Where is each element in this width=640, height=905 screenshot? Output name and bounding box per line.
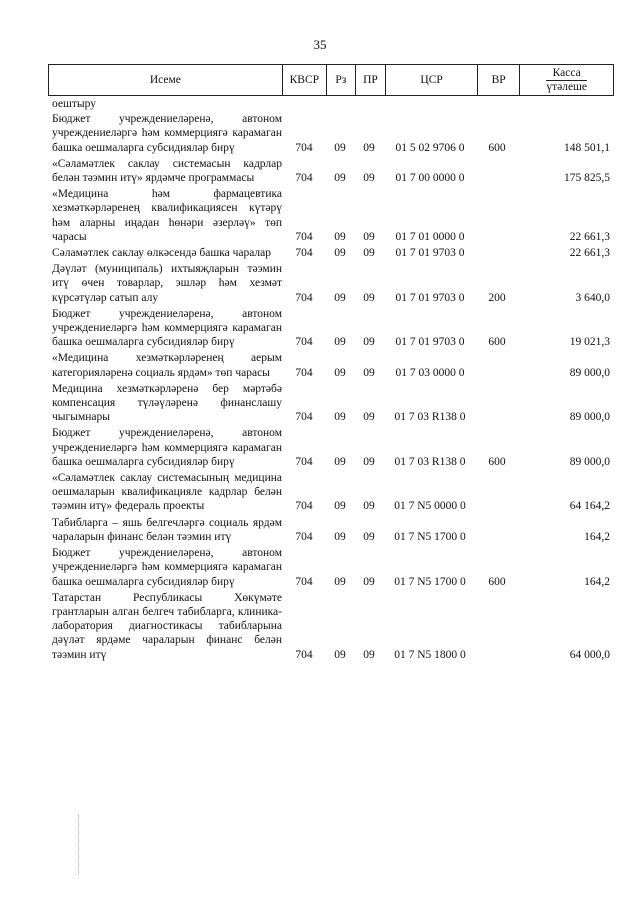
header-vr: ВР: [478, 65, 520, 95]
cell-sum: 22 661,3: [569, 230, 610, 243]
table-row: [48, 382, 614, 425]
table-header: [48, 64, 614, 96]
cell-name: Бюджет учреждениеләренә, автоном учреждениеләргә һәм коммерциягә карамаган башка оешмаларга субсидияләр бирү: [52, 427, 282, 468]
cell-name: Татарстан Республикасы Хөкүмәте грантларын алган белгеч табибларга, клиника-лаборатория диагностикасы табибларына дәүләт ярдәме чараларын финанс белән тәэмин итү: [52, 591, 282, 661]
cell-pr: 09: [363, 247, 375, 260]
cell-pr: 09: [363, 366, 375, 379]
table-row: [48, 546, 614, 589]
cell-kvsr: 704: [295, 230, 313, 243]
cell-sum: 3 640,0: [575, 291, 610, 304]
cell-sum: 64 164,2: [569, 500, 610, 513]
cell-name: «Сәламәтлек саклау системасының медицина оешмаларын квалификацияле кадрлар белән тәэмин итү» федераль проекты: [52, 472, 282, 513]
cell-csr: 01 7 01 9703 0: [395, 247, 465, 260]
cell-pr: 09: [363, 575, 375, 588]
cell-kvsr: 704: [295, 530, 313, 543]
cell-sum: 19 021,3: [569, 336, 610, 349]
table-row: [48, 307, 614, 350]
cell-rz: 09: [334, 247, 346, 260]
cell-name: Сәламәтлек саклау өлкәсендә башка чаралар: [52, 247, 272, 260]
page-number: 35: [313, 37, 327, 52]
cell-sum: 22 661,3: [569, 247, 610, 260]
cell-kvsr: 704: [295, 366, 313, 379]
cell-rz: 09: [334, 172, 346, 185]
cell-vr: 600: [488, 336, 506, 349]
cell-kvsr: 704: [295, 575, 313, 588]
cell-pr: 09: [363, 500, 375, 513]
cell-pr: 09: [363, 411, 375, 424]
cell-csr: 01 7 N5 1700 0: [394, 575, 466, 588]
budget-table: [48, 64, 614, 662]
table-row: [48, 262, 614, 305]
table-row: [48, 471, 614, 514]
cell-sum: 89 000,0: [569, 366, 610, 379]
cell-rz: 09: [334, 291, 346, 304]
cell-csr: 01 7 03 R138 0: [394, 455, 466, 468]
cell-csr: 01 7 03 0000 0: [395, 366, 465, 379]
margin-marks: [78, 815, 83, 875]
table-row: [48, 246, 614, 260]
cell-pr: 09: [363, 291, 375, 304]
cell-name: Табибларга – яшь белгечләргә социаль ярдәм чараларын финанс белән тәэмин итү: [52, 516, 282, 543]
header-name: Исеме: [49, 65, 283, 95]
cell-rz: 09: [334, 230, 346, 243]
cell-csr: 01 7 01 9703 0: [395, 336, 465, 349]
cell-name: Бюджет учреждениеләренә, автоном учреждениеләргә һәм коммерциягә карамаган башка оешмаларга субсидияләр бирү: [52, 307, 282, 349]
cell-csr: 01 5 02 9706 0: [395, 141, 465, 154]
cell-pr: 09: [363, 530, 375, 543]
table-row: [48, 112, 614, 155]
header-sum-line2: үтәлеше: [546, 80, 588, 93]
cell-name: Бюджет учреждениеләренә, автоном учреждениеләргә һәм коммерциягә карамаган башка оешмаларга субсидияләр бирү: [52, 547, 282, 588]
cell-rz: 09: [334, 500, 346, 513]
cell-csr: 01 7 03 R138 0: [394, 411, 466, 424]
cell-name: «Медицина хезмәткәрләренең аерым категорияләренә социаль ярдәм» төп чарасы: [52, 352, 282, 379]
cell-vr: 200: [488, 291, 506, 304]
cell-sum: 89 000,0: [569, 455, 610, 468]
cell-kvsr: 704: [295, 500, 313, 513]
cell-sum: 175 825,5: [564, 172, 610, 185]
cell-kvsr: 704: [295, 648, 313, 661]
cell-rz: 09: [334, 411, 346, 424]
cell-sum: 89 000,0: [569, 411, 610, 424]
cell-pr: 09: [363, 455, 375, 468]
table-row: [48, 591, 614, 662]
cell-pr: 09: [363, 141, 375, 154]
cell-sum: 64 000,0: [569, 648, 610, 661]
cell-vr: 600: [488, 141, 506, 154]
cell-kvsr: 704: [295, 172, 313, 185]
cell-name: Бюджет учреждениеләренә, автоном учреждениеләргә һәм коммерциягә карамаган башка оешмаларга субсидияләр бирү: [52, 113, 282, 154]
table-row: [48, 426, 614, 469]
cell-name: «Медицина һәм фармацевтика хезмәткәрләренең квалификациясен күтәрү һәм аларны иңадан һөнәри әзерләү» төп чарасы: [52, 188, 282, 243]
cell-kvsr: 704: [295, 455, 313, 468]
cell-sum: 164,2: [584, 530, 610, 543]
cell-sum: 164,2: [584, 575, 610, 588]
continuation-text: оештыру: [52, 98, 96, 110]
cell-name: Дәүләт (муниципаль) ихтыяҗларын тәэмин итү өчен товарлар, эшләр һәм хезмәт күрсәтүләр сатып алу: [52, 263, 282, 304]
cell-kvsr: 704: [295, 247, 313, 260]
cell-pr: 09: [363, 336, 375, 349]
cell-sum: 148 501,1: [564, 141, 610, 154]
cell-pr: 09: [363, 172, 375, 185]
cell-name: Медицина хезмәткәрләренә бер мәртәбә компенсация түләүләренә финанслашу чыгымнары: [52, 382, 282, 424]
table-body: [48, 112, 614, 662]
cell-pr: 09: [363, 648, 375, 661]
cell-csr: 01 7 00 0000 0: [395, 172, 465, 185]
table-row: [48, 351, 614, 379]
header-rz: Рз: [327, 65, 356, 95]
cell-csr: 01 7 N5 0000 0: [394, 500, 466, 513]
cell-csr: 01 7 01 9703 0: [395, 291, 465, 304]
cell-rz: 09: [334, 530, 346, 543]
cell-vr: 600: [488, 455, 506, 468]
header-kvsr: КВСР: [283, 65, 327, 95]
cell-rz: 09: [334, 366, 346, 379]
cell-csr: 01 7 01 0000 0: [395, 230, 465, 243]
table-row: [48, 516, 614, 544]
table-row: [48, 157, 614, 185]
cell-vr: 600: [488, 575, 506, 588]
cell-rz: 09: [334, 455, 346, 468]
cell-kvsr: 704: [295, 141, 313, 154]
cell-kvsr: 704: [295, 291, 313, 304]
header-sum: [520, 65, 613, 95]
cell-csr: 01 7 N5 1700 0: [394, 530, 466, 543]
cell-rz: 09: [334, 336, 346, 349]
cell-pr: 09: [363, 230, 375, 243]
cell-csr: 01 7 N5 1800 0: [394, 648, 466, 661]
cell-kvsr: 704: [295, 411, 313, 424]
cell-rz: 09: [334, 141, 346, 154]
table-row: [48, 187, 614, 244]
cell-name: «Сәламәтлек саклау системасын кадрлар белән тәэмин итү» ярдәмче программасы: [52, 157, 282, 185]
cell-rz: 09: [334, 648, 346, 661]
header-sum-line1: Касса: [552, 66, 581, 79]
header-csr: ЦСР: [386, 65, 478, 95]
cell-kvsr: 704: [295, 336, 313, 349]
cell-rz: 09: [334, 575, 346, 588]
header-pr: ПР: [356, 65, 387, 95]
